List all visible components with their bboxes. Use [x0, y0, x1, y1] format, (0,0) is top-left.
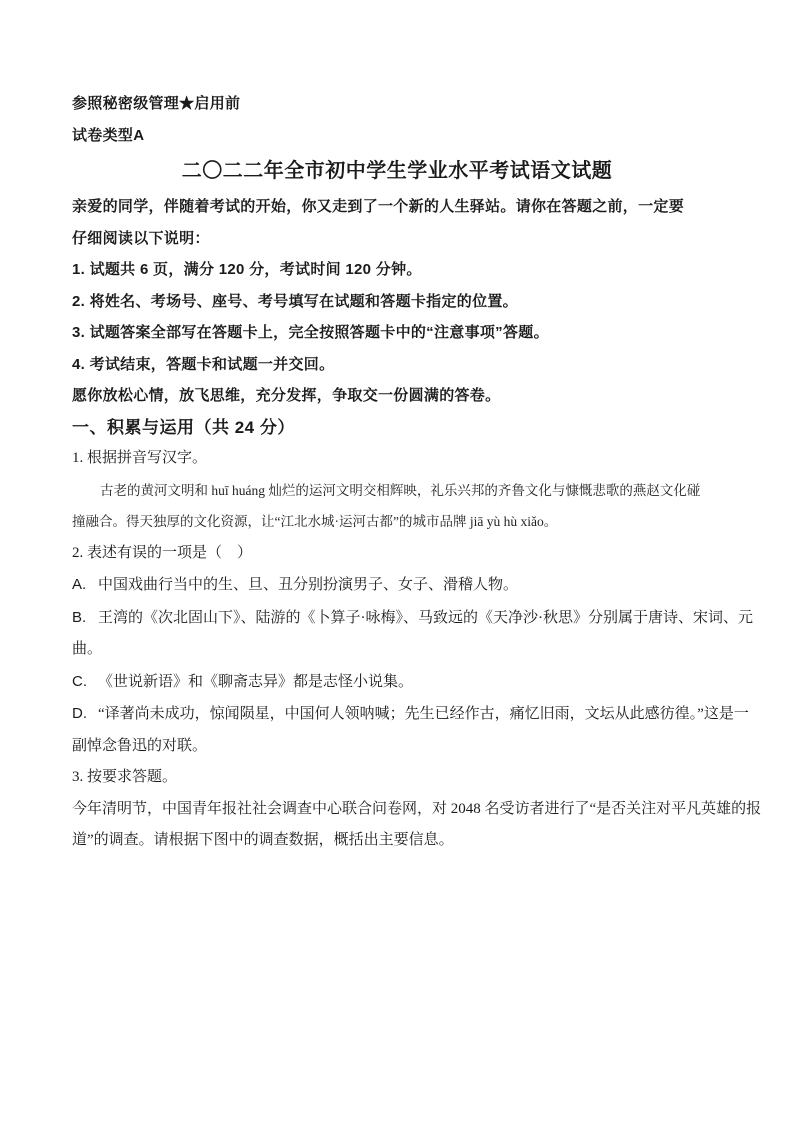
option-c-text: 《世说新语》和《聊斋志异》都是志怪小说集。 — [98, 673, 414, 690]
option-b-text-line-1: 王湾的《次北固山下》、陆游的《卜算子·咏梅》、马致远的《天净沙·秋思》分别属于唐诗、宋词、元 — [98, 609, 753, 626]
classification-line: 参照秘密级管理★启用前 — [72, 95, 241, 112]
question-1-stem: 1. 根据拼音写汉字。 — [72, 450, 208, 466]
wish-line: 愿你放松心情，放飞思维，充分发挥，争取交一份圆满的答卷。 — [72, 387, 501, 404]
option-c-letter: C. — [72, 672, 87, 690]
preface-line-1: 亲爱的同学，伴随着考试的开始，你又走到了一个新的人生驿站。请你在答题之前，一定要 — [72, 198, 685, 215]
notice-1: 1. 试题共 6 页，满分 120 分，考试时间 120 分钟。 — [72, 261, 422, 278]
paper-type-line: 试卷类型A — [72, 126, 145, 144]
question-3-paragraph-line-1: 今年清明节，中国青年报社社会调查中心联合问卷网，对 2048 名受访者进行了“是否关注对平凡英雄的报 — [72, 800, 762, 817]
notice-3: 3. 试题答案全部写在答题卡上，完全按照答题卡中的“注意事项”答题。 — [72, 324, 549, 341]
question-2-option-d — [72, 698, 749, 731]
option-d-text-line-1: “译著尚未成功，惊闻陨星，中国何人领呐喊；先生已经作古，痛忆旧雨，文坛从此感彷徨。”这是一 — [98, 706, 749, 722]
section-1-heading: 一、积累与运用（共 24 分） — [72, 417, 295, 437]
option-d-text-line-2: 副悼念鲁迅的对联。 — [72, 737, 208, 754]
page-title: 二〇二二年全市初中学生学业水平考试语文试题 — [181, 160, 613, 182]
question-1-passage-line-1: 古老的黄河文明和 huī huáng 灿烂的运河文明交相辉映，礼乐兴邦的齐鲁文化与慷慨悲歌的燕赵文化碰 — [100, 482, 701, 498]
question-1-passage-line-2: 撞融合。得天独厚的文化资源，让“江北水城·运河古都”的城市品牌 jiā yù hù xiǎo。 — [72, 514, 558, 529]
preface-line-2: 仔细阅读以下说明： — [72, 229, 210, 247]
question-2-option-a — [72, 569, 722, 602]
option-a-text: 中国戏曲行当中的生、旦、丑分别扮演男子、女子、滑稽人物。 — [98, 577, 519, 593]
option-b-text-line-2: 曲。 — [72, 641, 103, 657]
question-2-option-c — [72, 666, 722, 699]
option-a-letter: A. — [72, 576, 87, 593]
question-3-paragraph-line-2: 道”的调查。请根据下图中的调查数据，概括出主要信息。 — [72, 832, 454, 848]
option-d-letter: D. — [72, 705, 87, 722]
notice-2: 2. 将姓名、考场号、座号、考号填写在试题和答题卡指定的位置。 — [72, 292, 518, 310]
option-b-letter: B. — [72, 608, 87, 626]
question-3-stem: 3. 按要求答题。 — [72, 769, 178, 785]
notice-4: 4. 考试结束，答题卡和试题一并交回。 — [72, 355, 335, 373]
question-2-option-b — [72, 602, 753, 635]
question-2-stem: 2. 表述有误的一项是（ ） — [72, 544, 253, 561]
